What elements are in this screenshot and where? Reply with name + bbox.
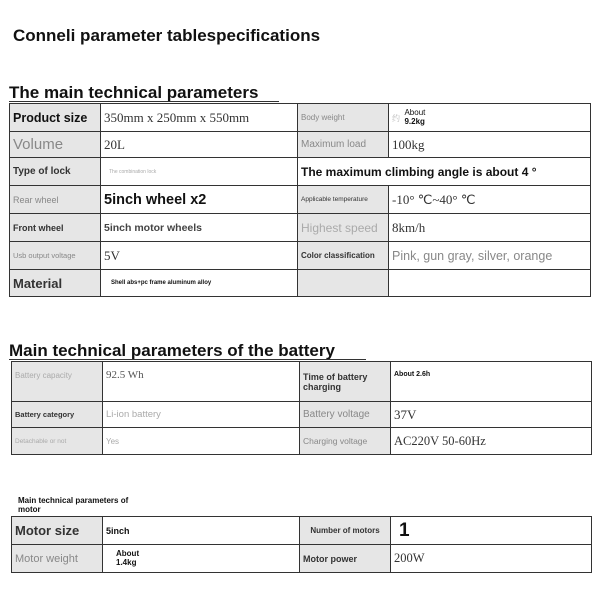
table-cell: 5inch motor wheels <box>101 214 298 242</box>
table-cell: Type of lock <box>10 158 101 186</box>
table-cell: Color classification <box>298 242 389 270</box>
motor-parameters-title: Main technical parameters of motor <box>18 496 129 514</box>
table-cell-value: 9.2kg <box>404 117 425 127</box>
table-row <box>10 158 591 186</box>
main-parameters-title: The main technical parameters <box>9 83 259 102</box>
table-row <box>12 362 592 402</box>
battery-parameters-title: Main technical parameters of the battery <box>9 341 335 360</box>
table-cell <box>389 104 591 132</box>
table-cell: Motor weight <box>12 545 103 573</box>
table-row <box>10 214 591 242</box>
table-cell: About 2.6h <box>391 362 592 402</box>
table-cell: Charging voltage <box>300 428 391 455</box>
table-cell: Motor power <box>300 545 391 573</box>
table-cell: 92.5 Wh <box>103 362 300 402</box>
table-cell: Battery capacity <box>12 362 103 402</box>
table-row <box>10 242 591 270</box>
table-cell: Highest speed <box>298 214 389 242</box>
table-cell: 8km/h <box>389 214 591 242</box>
table-cell-about: About <box>404 108 426 118</box>
table-cell: 200W <box>391 545 592 573</box>
table-cell: Material <box>10 270 101 297</box>
table-cell: The maximum climbing angle is about 4 ° <box>298 158 591 186</box>
table-row <box>10 186 591 214</box>
main-parameters-table <box>9 103 591 297</box>
table-cell: 100kg <box>389 132 591 158</box>
table-cell-about: About <box>116 549 140 559</box>
table-cell: Battery voltage <box>300 402 391 428</box>
table-cell: Pink, gun gray, silver, orange <box>389 242 591 270</box>
table-cell: Product size <box>10 104 101 132</box>
table-cell: 1 <box>391 517 592 545</box>
table-cell: Volume <box>10 132 101 158</box>
table-cell <box>389 270 591 297</box>
table-cell <box>103 545 300 573</box>
table-cell: 37V <box>391 402 592 428</box>
table-cell: 5inch wheel x2 <box>101 186 298 214</box>
table-cell: Usb output voltage <box>10 242 101 270</box>
battery-parameters-table <box>11 361 592 455</box>
table-cell: Battery category <box>12 402 103 428</box>
table-cell: 20L <box>101 132 298 158</box>
table-cell-value: 1.4kg <box>116 558 137 568</box>
table-cell: Yes <box>103 428 300 455</box>
table-cell: 5V <box>101 242 298 270</box>
table-cell: Time of battery charging <box>300 362 391 402</box>
table-cell-prefix: 约 <box>392 114 400 124</box>
table-row <box>10 132 591 158</box>
table-cell: Number of motors <box>300 517 391 545</box>
table-row <box>10 104 591 132</box>
table-row <box>12 402 592 428</box>
motor-parameters-table <box>11 516 592 573</box>
table-cell: Applicable temperature <box>298 186 389 214</box>
table-cell: Detachable or not <box>12 428 103 455</box>
table-row <box>12 545 592 573</box>
table-cell <box>298 270 389 297</box>
table-cell: Front wheel <box>10 214 101 242</box>
table-cell: Rear wheel <box>10 186 101 214</box>
table-cell: -10° ℃~40° ℃ <box>389 186 591 214</box>
table-cell: Shell abs+pc frame aluminum alloy <box>101 270 298 297</box>
table-cell: AC220V 50-60Hz <box>391 428 592 455</box>
table-cell: 350mm x 250mm x 550mm <box>101 104 298 132</box>
page-title: Conneli parameter tablespecifications <box>13 26 321 45</box>
table-cell: Motor size <box>12 517 103 545</box>
table-cell: Maximum load <box>298 132 389 158</box>
title-underline <box>9 359 366 360</box>
table-cell: Li-ion battery <box>103 402 300 428</box>
table-cell: The combination lock <box>101 158 298 186</box>
table-cell: 5inch <box>103 517 300 545</box>
table-cell: Body weight <box>298 104 389 132</box>
table-row <box>12 428 592 455</box>
table-row <box>10 270 591 297</box>
title-underline <box>9 101 279 102</box>
table-row <box>12 517 592 545</box>
